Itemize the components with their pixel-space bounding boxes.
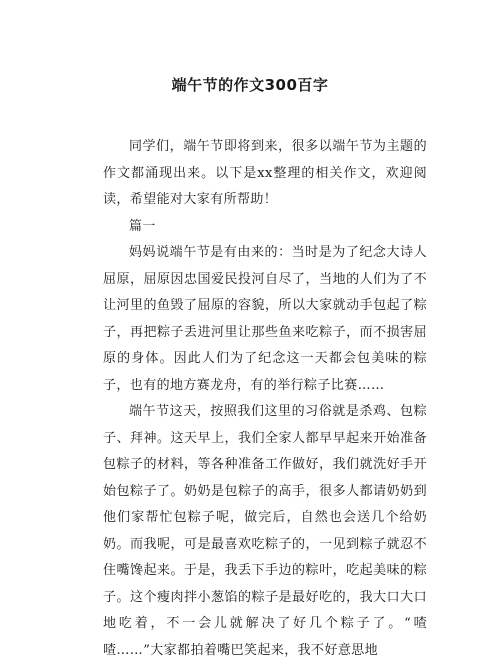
body-paragraph-2: 端午节这天，按照我们这里的习俗就是杀鸡、包粽子、拜神。这天早上，我们全家人都早早起来开始准备包粽子的材料，等各种准备工作做好，我们就洗好手开始包粽子了。奶奶是包粽子的高手，很多人都请奶奶到他们家帮忙包粽子呢，做完后，自然也会送几个给奶奶。而我呢，可是最喜欢吃粽子的，一见到粽子就忍不住嘴馋起来。于是，我丢下手边的粽叶，吃起美味的粽子。这个瘦肉拌小葱馅的粽子是最好吃的，我大口大口地吃着，不一会儿就解决了好几个粽子了。“喳喳……”大家都拍着嘴巴笑起来，我不好意思地	[103, 404, 427, 658]
document-title: 端午节的作文300百字	[171, 76, 329, 94]
intro-paragraph: 同学们，端午节即将到来，很多以端午节为主题的作文都涌现出来。以下是xx整理的相关作文，欢迎阅读，希望能对大家有所帮助！	[103, 139, 427, 207]
section-heading: 篇一	[129, 218, 156, 234]
document-body	[103, 134, 427, 664]
body-paragraph-1: 妈妈说端午节是有由来的：当时是为了纪念大诗人屈原，屈原因忠国爱民投河自尽了，当地的人们为了不让河里的鱼毁了屈原的容貌，所以大家就动手包起了粽子，再把粽子丢进河里让那些鱼来吃粽子，而不损害屈原的身体。因此人们为了纪念这一天都会包美味的粽子，也有的地方赛龙舟，有的举行粽子比赛……	[103, 245, 427, 393]
